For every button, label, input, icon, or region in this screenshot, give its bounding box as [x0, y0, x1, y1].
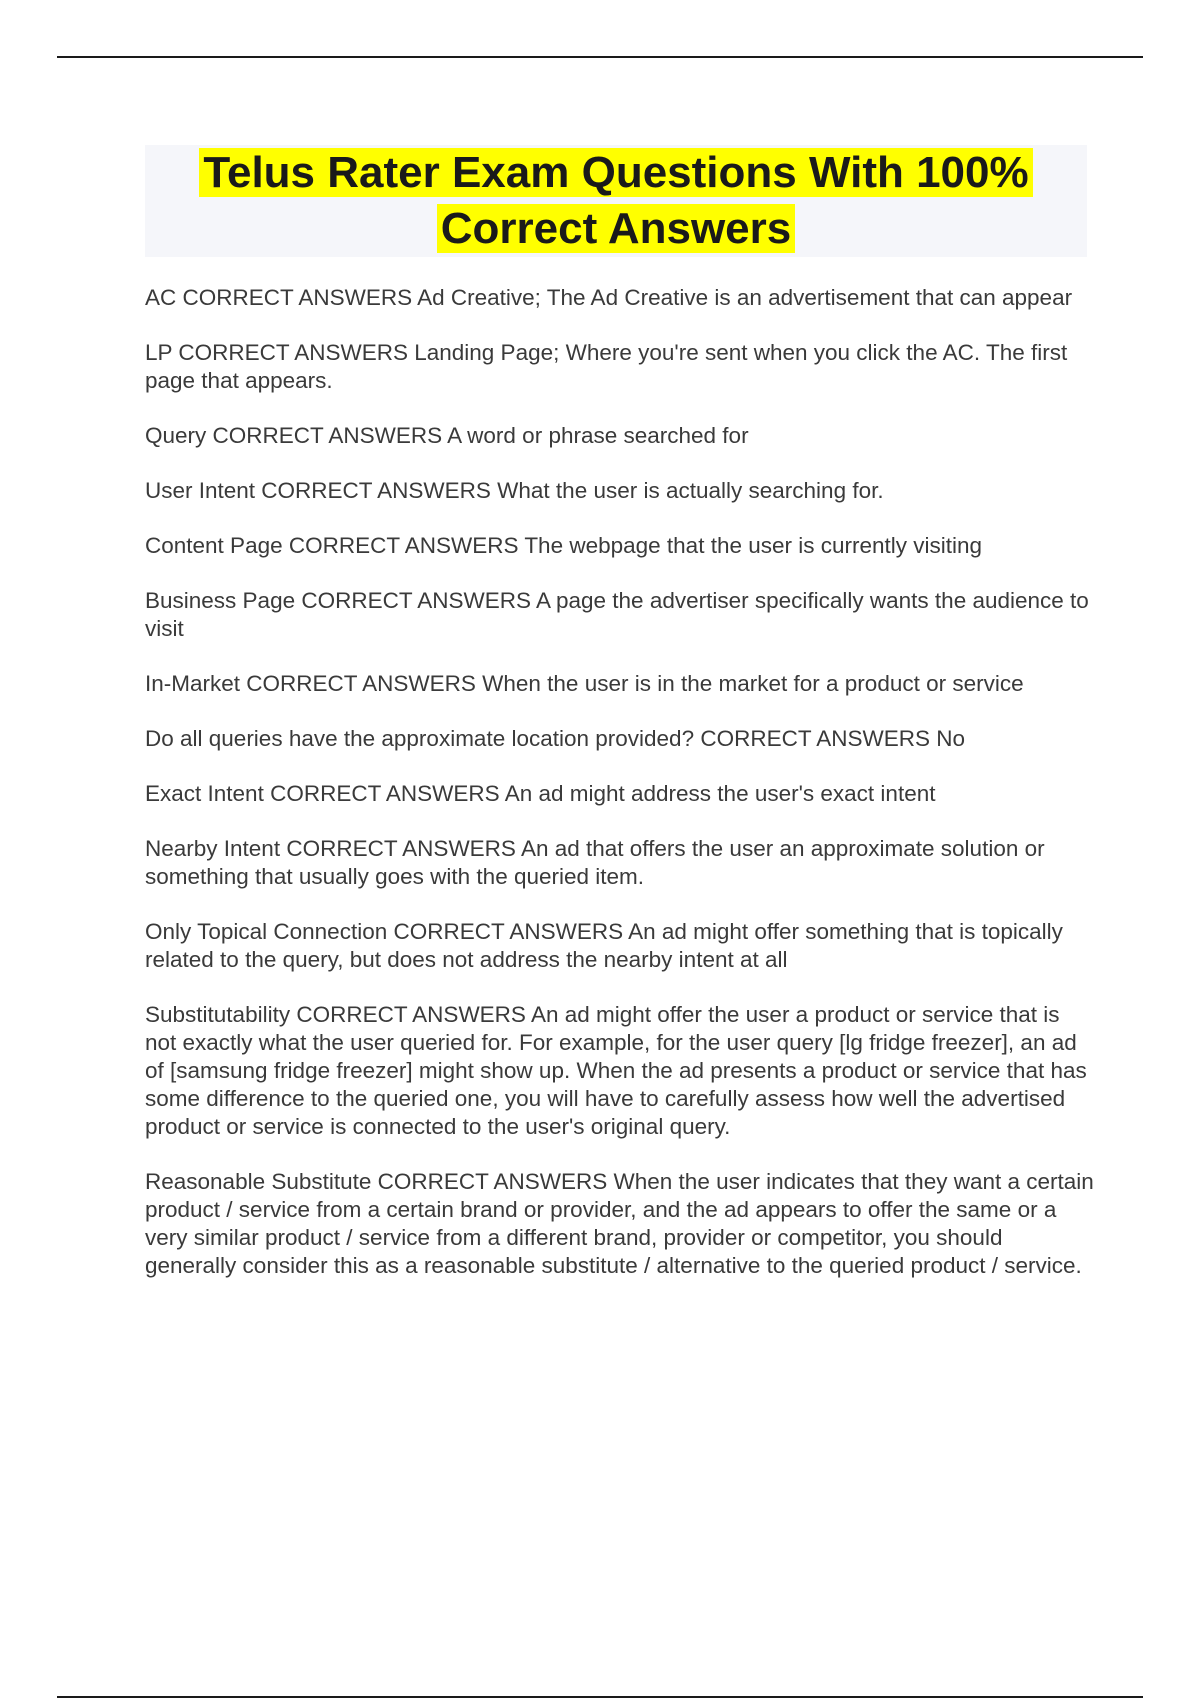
qa-entry-nearby-intent: Nearby Intent CORRECT ANSWERS An ad that offers the user an approximate solution or something that usually goes with the queried item.	[145, 836, 1045, 889]
qa-entry-substitutability: Substitutability CORRECT ANSWERS An ad might offer the user a product or service that is not exactly what the user queried for. For example, for the user query [lg fridge freezer], an ad of [samsung fridge freezer] might show up. When the ad presents a product or service that has some difference to the queried one, you will have to carefully assess how well the advertised product or service is connected to the user's original query.	[145, 1002, 1087, 1139]
qa-entry-business-page: Business Page CORRECT ANSWERS A page the advertiser specifically wants the audience to visit	[145, 588, 1089, 641]
qa-entry-ac: AC CORRECT ANSWERS Ad Creative; The Ad Creative is an advertisement that can appear	[145, 285, 1073, 310]
qa-entry-exact-intent: Exact Intent CORRECT ANSWERS An ad might address the user's exact intent	[145, 781, 936, 806]
qa-entry-user-intent: User Intent CORRECT ANSWERS What the user is actually searching for.	[145, 478, 884, 503]
qa-entry-topical-connection: Only Topical Connection CORRECT ANSWERS An ad might offer something that is topically related to the query, but does not address the nearby intent at all	[145, 919, 1063, 972]
qa-entry-lp: LP CORRECT ANSWERS Landing Page; Where you're sent when you click the AC. The first page that appears.	[145, 340, 1068, 393]
top-rule	[57, 56, 1143, 58]
qa-entry-approximate-location: Do all queries have the approximate location provided? CORRECT ANSWERS No	[145, 726, 965, 751]
qa-list	[145, 284, 1095, 1307]
qa-entry-in-market: In-Market CORRECT ANSWERS When the user is in the market for a product or service	[145, 671, 1024, 696]
bottom-rule	[57, 1696, 1143, 1698]
page-title: Telus Rater Exam Questions With 100% Correct Answers	[199, 148, 1032, 253]
title-box	[145, 145, 1087, 257]
qa-entry-content-page: Content Page CORRECT ANSWERS The webpage that the user is currently visiting	[145, 533, 983, 558]
qa-entry-query: Query CORRECT ANSWERS A word or phrase searched for	[145, 423, 749, 448]
qa-entry-reasonable-substitute: Reasonable Substitute CORRECT ANSWERS When the user indicates that they want a certain product / service from a certain brand or provider, and the ad appears to offer the same or a very similar product / service from a different brand, provider or competitor, you should generally consider this as a reasonable substitute / alternative to the queried product / service.	[145, 1169, 1094, 1278]
